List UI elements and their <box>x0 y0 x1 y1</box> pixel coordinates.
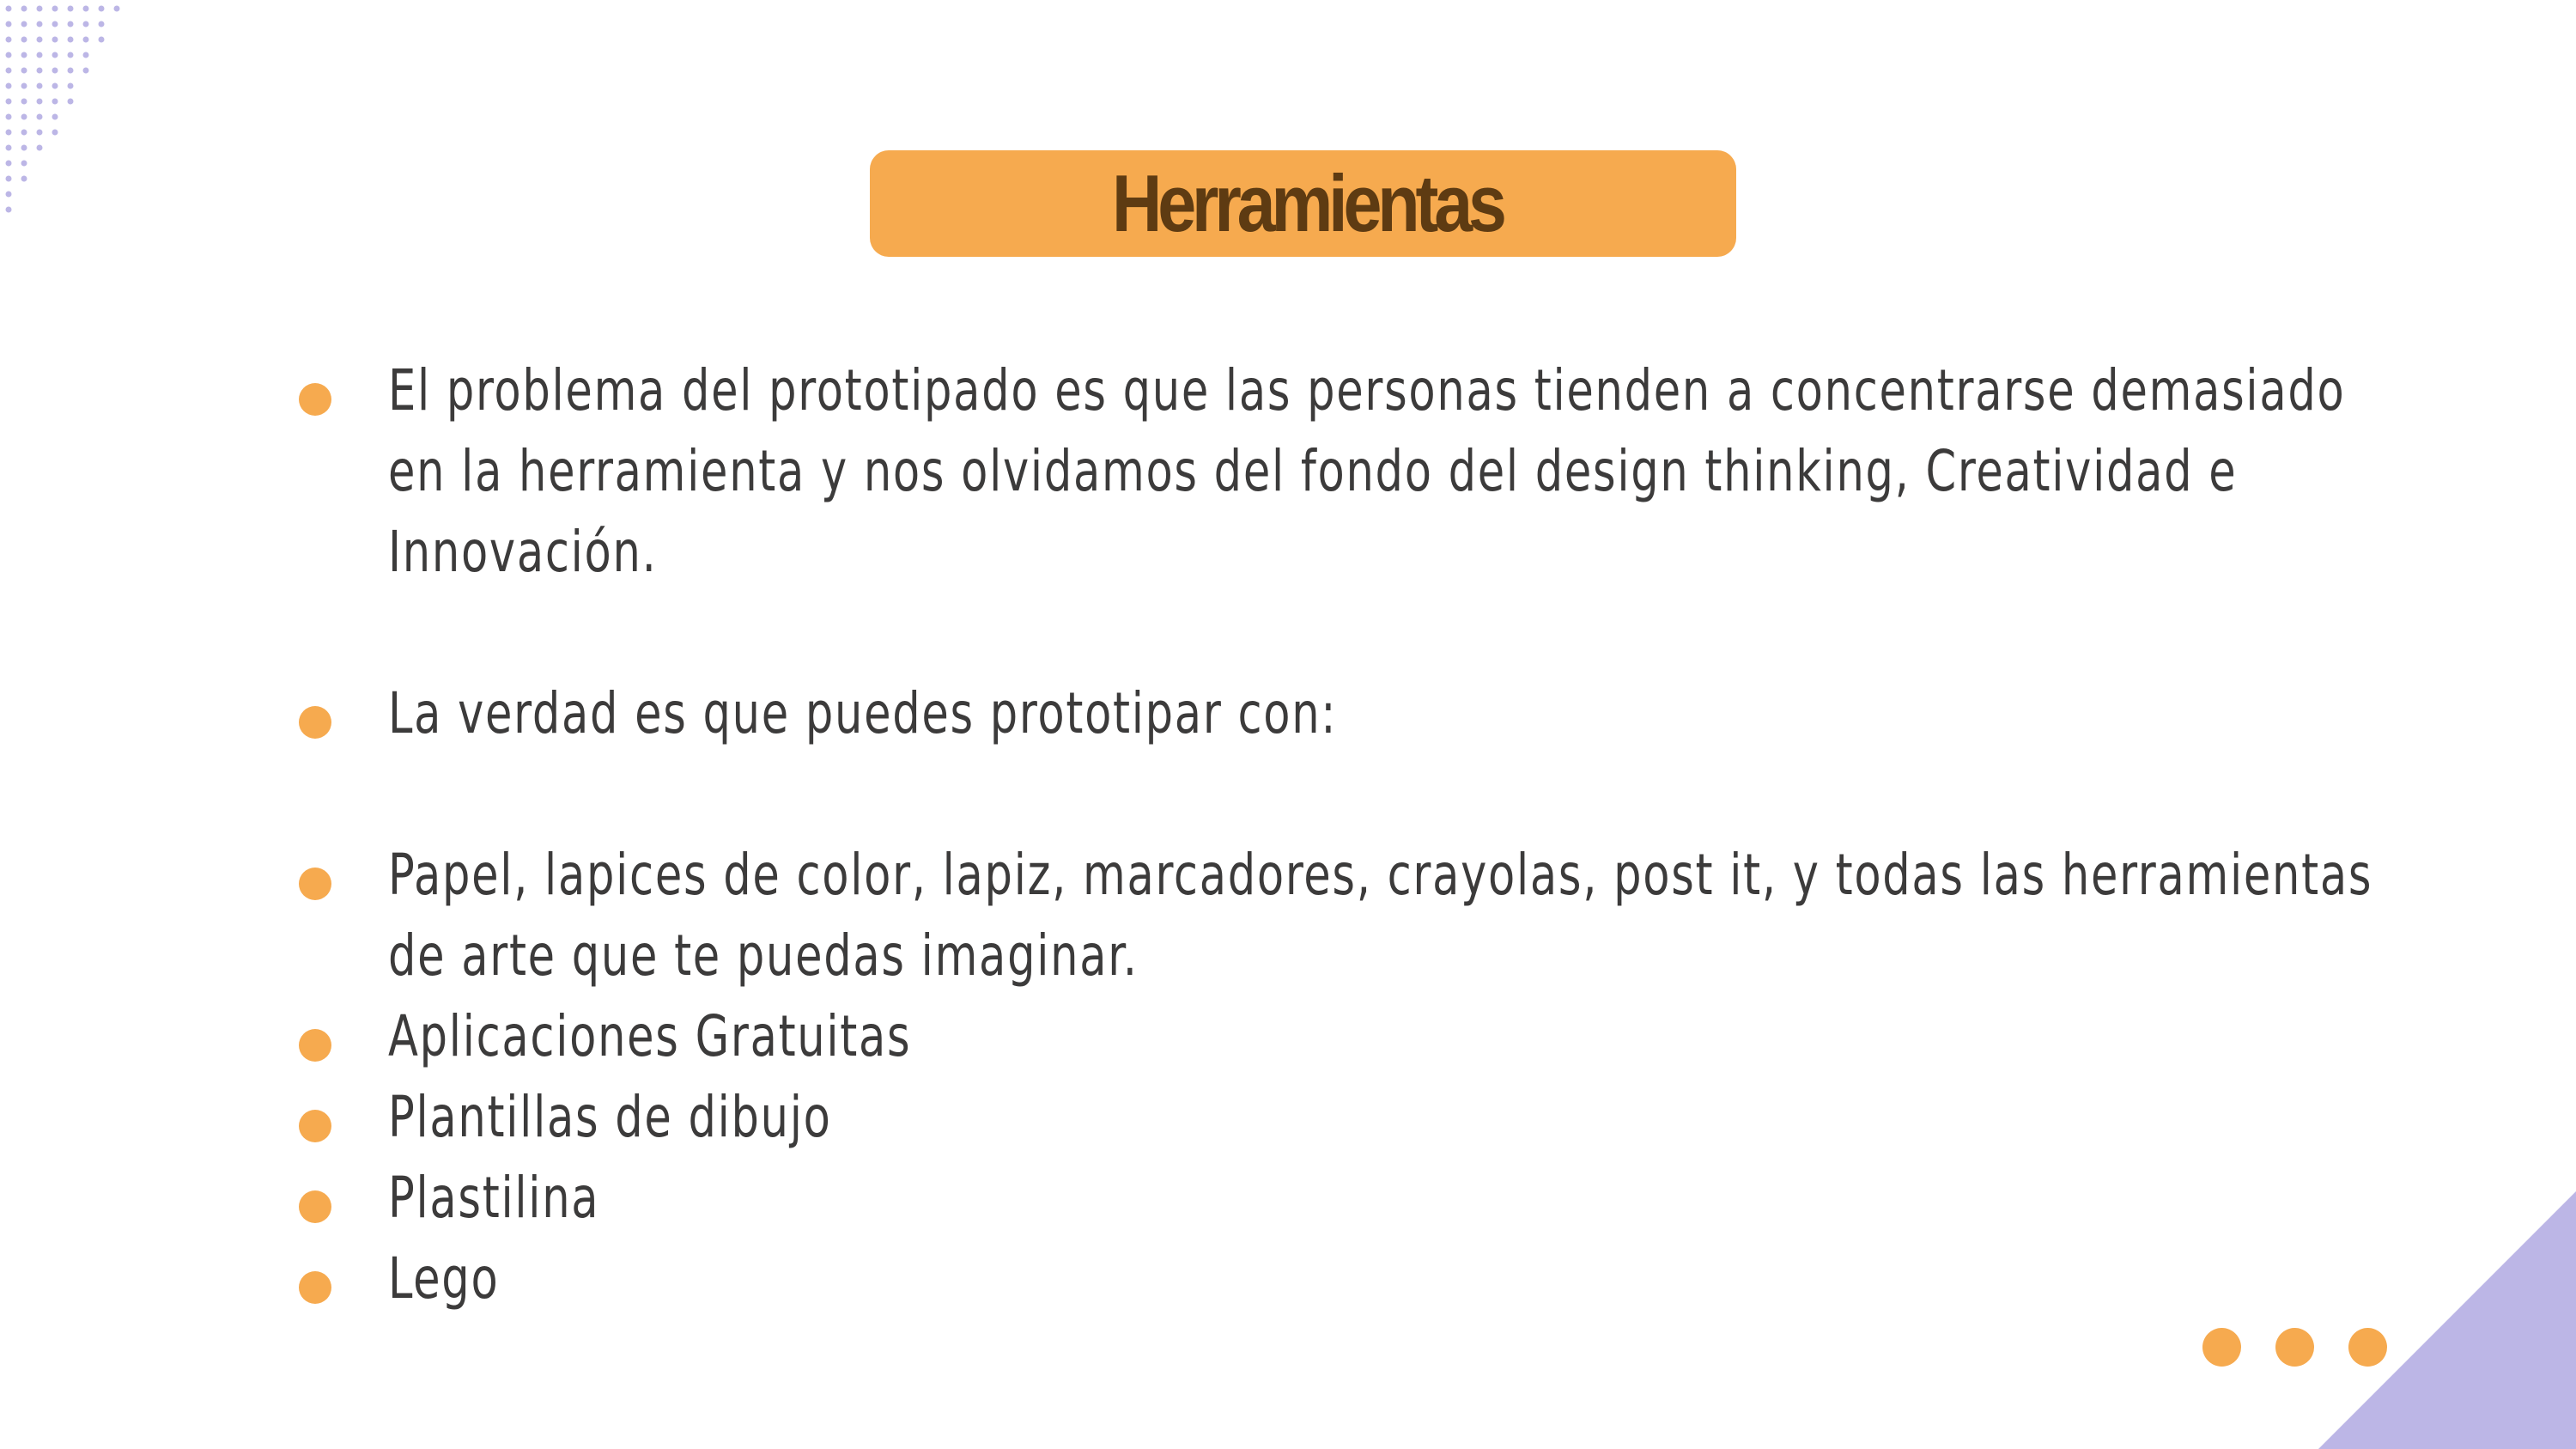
footer-dot-icon <box>2275 1328 2314 1367</box>
pattern-dot <box>6 176 12 182</box>
bullet-dot-icon <box>299 706 331 739</box>
pattern-dot <box>21 145 27 151</box>
pattern-dot <box>83 68 89 74</box>
pattern-dot <box>6 99 12 105</box>
bullet-text: Papel, lapices de color, lapiz, marcadores, crayolas, post it, y todas las herramientas de arte que te puedas imaginar. <box>388 842 2373 989</box>
pattern-dot <box>37 6 43 12</box>
pattern-dot <box>6 52 12 58</box>
pattern-dot <box>52 83 58 89</box>
pattern-dot <box>52 6 58 12</box>
pattern-dot <box>37 21 43 27</box>
pattern-dot <box>21 68 27 74</box>
bullet-item <box>299 673 2403 754</box>
pattern-dot <box>21 83 27 89</box>
pattern-dot <box>21 21 27 27</box>
bullet-item <box>299 350 2403 593</box>
pattern-dot <box>99 6 105 12</box>
pattern-dot <box>21 130 27 136</box>
slide-title: Herramientas <box>1112 158 1503 248</box>
bullet-text: Plastilina <box>388 1165 600 1231</box>
bullet-item <box>299 1158 2403 1239</box>
pattern-dot <box>37 145 43 151</box>
pattern-dot <box>21 37 27 43</box>
pattern-dot <box>21 99 27 105</box>
pattern-dot <box>68 83 74 89</box>
pattern-dot <box>6 114 12 120</box>
pattern-dot <box>6 130 12 136</box>
pattern-dot <box>6 83 12 89</box>
footer-dot-icon <box>2202 1328 2241 1367</box>
dot-pattern-decoration <box>0 0 129 215</box>
pattern-dot <box>6 21 12 27</box>
pattern-dot <box>83 37 89 43</box>
pattern-dot <box>68 37 74 43</box>
pattern-dot <box>21 176 27 182</box>
pattern-dot <box>21 161 27 167</box>
bullet-dot-icon <box>299 1110 331 1142</box>
bullet-dot-icon <box>299 1271 331 1304</box>
pattern-dot <box>83 6 89 12</box>
bullet-dot-icon <box>299 383 331 416</box>
pattern-dot <box>52 99 58 105</box>
pattern-dot <box>37 37 43 43</box>
pattern-dot <box>6 6 12 12</box>
pattern-dot <box>6 68 12 74</box>
pattern-dot <box>52 68 58 74</box>
pattern-dot <box>68 52 74 58</box>
bullet-dot-icon <box>299 868 331 900</box>
pattern-dot <box>37 83 43 89</box>
pattern-dot <box>21 6 27 12</box>
pattern-dot <box>6 161 12 167</box>
pattern-dot <box>6 37 12 43</box>
bullet-text: El problema del prototipado es que las personas tienden a concentrarse demasiado en la herramienta y nos olvidamos del fondo del design thinking, Creatividad e Innovación. <box>388 357 2346 585</box>
pattern-dot <box>6 192 12 198</box>
bullet-text: Lego <box>388 1245 500 1312</box>
pattern-dot <box>6 207 12 213</box>
bullet-item <box>299 1077 2403 1158</box>
pattern-dot <box>37 114 43 120</box>
pattern-dot <box>99 21 105 27</box>
pattern-dot <box>83 21 89 27</box>
pattern-dot <box>52 114 58 120</box>
bullet-item <box>299 996 2403 1077</box>
pattern-dot <box>99 37 105 43</box>
pattern-dot <box>37 68 43 74</box>
pattern-dot <box>6 145 12 151</box>
corner-triangle-decoration <box>2318 1191 2576 1449</box>
title-banner <box>870 150 1736 257</box>
bullet-dot-icon <box>299 1029 331 1062</box>
pattern-dot <box>37 130 43 136</box>
pattern-dot <box>52 52 58 58</box>
pattern-dot <box>37 52 43 58</box>
bullet-list <box>299 350 2403 1319</box>
bullet-dot-icon <box>299 1190 331 1223</box>
pattern-dot <box>52 21 58 27</box>
bullet-item <box>299 835 2403 996</box>
pattern-dot <box>68 21 74 27</box>
pattern-dot <box>68 6 74 12</box>
pattern-dot <box>21 114 27 120</box>
pattern-dot <box>114 6 120 12</box>
pattern-dot <box>52 37 58 43</box>
bullet-text: La verdad es que puedes prototipar con: <box>388 680 1338 746</box>
pattern-dot <box>21 52 27 58</box>
pattern-dot <box>68 99 74 105</box>
pattern-dot <box>37 99 43 105</box>
pattern-dot <box>68 68 74 74</box>
bullet-item <box>299 1239 2403 1319</box>
pattern-dot <box>52 130 58 136</box>
bullet-text: Plantillas de dibujo <box>388 1084 832 1150</box>
bullet-text: Aplicaciones Gratuitas <box>388 1003 912 1069</box>
pattern-dot <box>83 52 89 58</box>
